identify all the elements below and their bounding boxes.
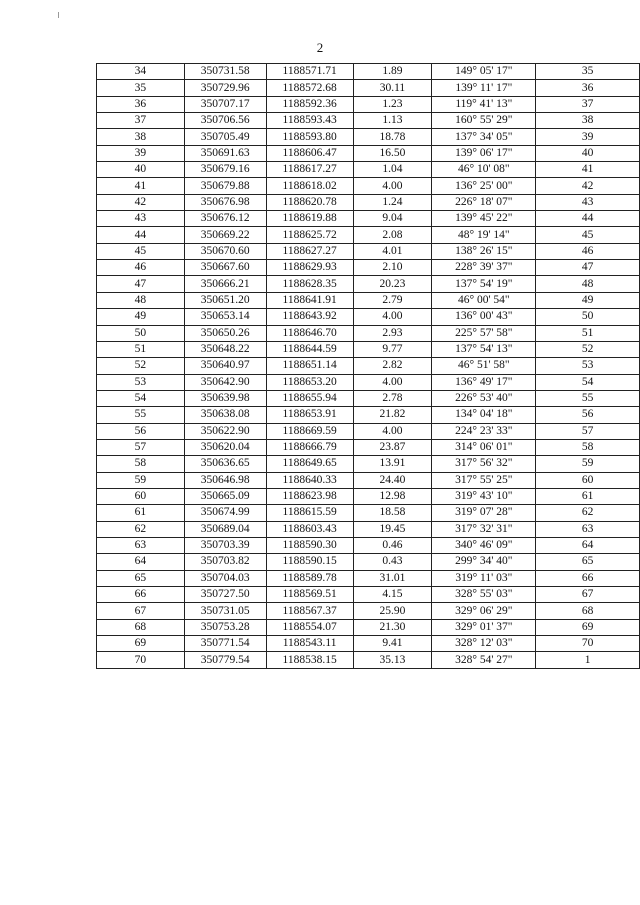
y-coordinate-cell: 1188615.59	[266, 505, 353, 521]
table-row	[97, 407, 640, 423]
x-coordinate-cell: 350648.22	[184, 341, 266, 357]
point-number-cell: 55	[97, 407, 185, 423]
y-coordinate-cell: 1188640.33	[266, 472, 353, 488]
table-row	[97, 113, 640, 129]
next-point-cell: 42	[536, 178, 640, 194]
distance-cell: 0.43	[353, 554, 432, 570]
point-number-cell: 37	[97, 113, 185, 129]
bearing-cell: 329° 01' 37"	[432, 619, 536, 635]
table-row	[97, 537, 640, 553]
x-coordinate-cell: 350646.98	[184, 472, 266, 488]
table-row	[97, 194, 640, 210]
coordinates-table-body	[97, 64, 640, 669]
next-point-cell: 39	[536, 129, 640, 145]
bearing-cell: 137° 54' 13"	[432, 341, 536, 357]
bearing-cell: 46° 00' 54"	[432, 292, 536, 308]
point-number-cell: 40	[97, 162, 185, 178]
distance-cell: 4.00	[353, 309, 432, 325]
distance-cell: 2.10	[353, 260, 432, 276]
x-coordinate-cell: 350703.39	[184, 537, 266, 553]
next-point-cell: 56	[536, 407, 640, 423]
y-coordinate-cell: 1188569.51	[266, 587, 353, 603]
y-coordinate-cell: 1188543.11	[266, 636, 353, 652]
next-point-cell: 52	[536, 341, 640, 357]
bearing-cell: 317° 55' 25"	[432, 472, 536, 488]
distance-cell: 23.87	[353, 439, 432, 455]
next-point-cell: 44	[536, 211, 640, 227]
x-coordinate-cell: 350667.60	[184, 260, 266, 276]
distance-cell: 24.40	[353, 472, 432, 488]
bearing-cell: 319° 07' 28"	[432, 505, 536, 521]
bearing-cell: 139° 11' 17"	[432, 80, 536, 96]
y-coordinate-cell: 1188572.68	[266, 80, 353, 96]
point-number-cell: 65	[97, 570, 185, 586]
next-point-cell: 57	[536, 423, 640, 439]
y-coordinate-cell: 1188655.94	[266, 390, 353, 406]
distance-cell: 19.45	[353, 521, 432, 537]
table-row	[97, 358, 640, 374]
x-coordinate-cell: 350666.21	[184, 276, 266, 292]
y-coordinate-cell: 1188606.47	[266, 145, 353, 161]
y-coordinate-cell: 1188603.43	[266, 521, 353, 537]
table-row	[97, 652, 640, 668]
point-number-cell: 68	[97, 619, 185, 635]
bearing-cell: 317° 32' 31"	[432, 521, 536, 537]
y-coordinate-cell: 1188628.35	[266, 276, 353, 292]
table-row	[97, 603, 640, 619]
point-number-cell: 51	[97, 341, 185, 357]
y-coordinate-cell: 1188619.88	[266, 211, 353, 227]
point-number-cell: 54	[97, 390, 185, 406]
next-point-cell: 41	[536, 162, 640, 178]
x-coordinate-cell: 350753.28	[184, 619, 266, 635]
bearing-cell: 160° 55' 29"	[432, 113, 536, 129]
x-coordinate-cell: 350706.56	[184, 113, 266, 129]
table-row	[97, 521, 640, 537]
bearing-cell: 317° 56' 32"	[432, 456, 536, 472]
distance-cell: 1.89	[353, 64, 432, 80]
y-coordinate-cell: 1188567.37	[266, 603, 353, 619]
table-row	[97, 456, 640, 472]
table-row	[97, 129, 640, 145]
x-coordinate-cell: 350636.65	[184, 456, 266, 472]
y-coordinate-cell: 1188589.78	[266, 570, 353, 586]
distance-cell: 21.30	[353, 619, 432, 635]
bearing-cell: 136° 49' 17"	[432, 374, 536, 390]
distance-cell: 9.04	[353, 211, 432, 227]
x-coordinate-cell: 350620.04	[184, 439, 266, 455]
y-coordinate-cell: 1188653.20	[266, 374, 353, 390]
coordinates-table	[96, 63, 640, 669]
next-point-cell: 59	[536, 456, 640, 472]
next-point-cell: 65	[536, 554, 640, 570]
point-number-cell: 41	[97, 178, 185, 194]
point-number-cell: 49	[97, 309, 185, 325]
bearing-cell: 328° 54' 27"	[432, 652, 536, 668]
next-point-cell: 61	[536, 488, 640, 504]
next-point-cell: 43	[536, 194, 640, 210]
table-row	[97, 390, 640, 406]
y-coordinate-cell: 1188644.59	[266, 341, 353, 357]
distance-cell: 9.41	[353, 636, 432, 652]
table-row	[97, 309, 640, 325]
x-coordinate-cell: 350676.98	[184, 194, 266, 210]
x-coordinate-cell: 350676.12	[184, 211, 266, 227]
table-row	[97, 554, 640, 570]
y-coordinate-cell: 1188651.14	[266, 358, 353, 374]
y-coordinate-cell: 1188649.65	[266, 456, 353, 472]
table-row	[97, 292, 640, 308]
y-coordinate-cell: 1188653.91	[266, 407, 353, 423]
bearing-cell: 226° 53' 40"	[432, 390, 536, 406]
distance-cell: 20.23	[353, 276, 432, 292]
table-row	[97, 96, 640, 112]
y-coordinate-cell: 1188666.79	[266, 439, 353, 455]
table-row	[97, 64, 640, 80]
bearing-cell: 328° 12' 03"	[432, 636, 536, 652]
x-coordinate-cell: 350650.26	[184, 325, 266, 341]
next-point-cell: 58	[536, 439, 640, 455]
table-row	[97, 587, 640, 603]
x-coordinate-cell: 350653.14	[184, 309, 266, 325]
x-coordinate-cell: 350771.54	[184, 636, 266, 652]
point-number-cell: 52	[97, 358, 185, 374]
next-point-cell: 40	[536, 145, 640, 161]
x-coordinate-cell: 350703.82	[184, 554, 266, 570]
bearing-cell: 319° 11' 03"	[432, 570, 536, 586]
distance-cell: 1.04	[353, 162, 432, 178]
next-point-cell: 70	[536, 636, 640, 652]
table-row	[97, 227, 640, 243]
bearing-cell: 46° 51' 58"	[432, 358, 536, 374]
bearing-cell: 119° 41' 13"	[432, 96, 536, 112]
distance-cell: 21.82	[353, 407, 432, 423]
x-coordinate-cell: 350727.50	[184, 587, 266, 603]
x-coordinate-cell: 350669.22	[184, 227, 266, 243]
bearing-cell: 139° 45' 22"	[432, 211, 536, 227]
distance-cell: 0.46	[353, 537, 432, 553]
next-point-cell: 38	[536, 113, 640, 129]
y-coordinate-cell: 1188593.43	[266, 113, 353, 129]
next-point-cell: 37	[536, 96, 640, 112]
bearing-cell: 224° 23' 33"	[432, 423, 536, 439]
next-point-cell: 60	[536, 472, 640, 488]
table-row	[97, 211, 640, 227]
y-coordinate-cell: 1188571.71	[266, 64, 353, 80]
distance-cell: 2.78	[353, 390, 432, 406]
point-number-cell: 43	[97, 211, 185, 227]
distance-cell: 9.77	[353, 341, 432, 357]
y-coordinate-cell: 1188554.07	[266, 619, 353, 635]
next-point-cell: 49	[536, 292, 640, 308]
table-row	[97, 80, 640, 96]
y-coordinate-cell: 1188618.02	[266, 178, 353, 194]
table-row	[97, 570, 640, 586]
table-row	[97, 439, 640, 455]
point-number-cell: 45	[97, 243, 185, 259]
distance-cell: 4.01	[353, 243, 432, 259]
distance-cell: 2.93	[353, 325, 432, 341]
table-row	[97, 145, 640, 161]
bearing-cell: 137° 34' 05"	[432, 129, 536, 145]
bearing-cell: 149° 05' 17"	[432, 64, 536, 80]
point-number-cell: 36	[97, 96, 185, 112]
next-point-cell: 45	[536, 227, 640, 243]
next-point-cell: 64	[536, 537, 640, 553]
y-coordinate-cell: 1188669.59	[266, 423, 353, 439]
point-number-cell: 63	[97, 537, 185, 553]
point-number-cell: 67	[97, 603, 185, 619]
table-row	[97, 636, 640, 652]
point-number-cell: 59	[97, 472, 185, 488]
distance-cell: 1.23	[353, 96, 432, 112]
next-point-cell: 47	[536, 260, 640, 276]
next-point-cell: 51	[536, 325, 640, 341]
distance-cell: 18.78	[353, 129, 432, 145]
next-point-cell: 68	[536, 603, 640, 619]
x-coordinate-cell: 350679.88	[184, 178, 266, 194]
y-coordinate-cell: 1188625.72	[266, 227, 353, 243]
point-number-cell: 56	[97, 423, 185, 439]
scan-mark	[58, 12, 59, 18]
x-coordinate-cell: 350707.17	[184, 96, 266, 112]
table-row	[97, 243, 640, 259]
next-point-cell: 53	[536, 358, 640, 374]
bearing-cell: 329° 06' 29"	[432, 603, 536, 619]
distance-cell: 4.15	[353, 587, 432, 603]
bearing-cell: 319° 43' 10"	[432, 488, 536, 504]
point-number-cell: 39	[97, 145, 185, 161]
y-coordinate-cell: 1188643.92	[266, 309, 353, 325]
point-number-cell: 64	[97, 554, 185, 570]
table-row	[97, 341, 640, 357]
point-number-cell: 44	[97, 227, 185, 243]
bearing-cell: 136° 00' 43"	[432, 309, 536, 325]
y-coordinate-cell: 1188646.70	[266, 325, 353, 341]
bearing-cell: 228° 39' 37"	[432, 260, 536, 276]
table-row	[97, 488, 640, 504]
x-coordinate-cell: 350729.96	[184, 80, 266, 96]
distance-cell: 1.24	[353, 194, 432, 210]
bearing-cell: 226° 18' 07"	[432, 194, 536, 210]
x-coordinate-cell: 350779.54	[184, 652, 266, 668]
bearing-cell: 225° 57' 58"	[432, 325, 536, 341]
point-number-cell: 35	[97, 80, 185, 96]
bearing-cell: 299° 34' 40"	[432, 554, 536, 570]
table-row	[97, 260, 640, 276]
next-point-cell: 50	[536, 309, 640, 325]
table-row	[97, 374, 640, 390]
x-coordinate-cell: 350705.49	[184, 129, 266, 145]
x-coordinate-cell: 350670.60	[184, 243, 266, 259]
x-coordinate-cell: 350639.98	[184, 390, 266, 406]
point-number-cell: 60	[97, 488, 185, 504]
x-coordinate-cell: 350638.08	[184, 407, 266, 423]
table-row	[97, 423, 640, 439]
point-number-cell: 66	[97, 587, 185, 603]
next-point-cell: 69	[536, 619, 640, 635]
y-coordinate-cell: 1188590.15	[266, 554, 353, 570]
page-number: 2	[316, 40, 324, 55]
bearing-cell: 139° 06' 17"	[432, 145, 536, 161]
x-coordinate-cell: 350679.16	[184, 162, 266, 178]
point-number-cell: 34	[97, 64, 185, 80]
distance-cell: 2.08	[353, 227, 432, 243]
point-number-cell: 57	[97, 439, 185, 455]
x-coordinate-cell: 350731.58	[184, 64, 266, 80]
distance-cell: 31.01	[353, 570, 432, 586]
point-number-cell: 70	[97, 652, 185, 668]
y-coordinate-cell: 1188641.91	[266, 292, 353, 308]
table-row	[97, 505, 640, 521]
bearing-cell: 134° 04' 18"	[432, 407, 536, 423]
y-coordinate-cell: 1188620.78	[266, 194, 353, 210]
distance-cell: 12.98	[353, 488, 432, 504]
x-coordinate-cell: 350665.09	[184, 488, 266, 504]
next-point-cell: 36	[536, 80, 640, 96]
table-row	[97, 619, 640, 635]
distance-cell: 35.13	[353, 652, 432, 668]
bearing-cell: 136° 25' 00"	[432, 178, 536, 194]
next-point-cell: 46	[536, 243, 640, 259]
bearing-cell: 328° 55' 03"	[432, 587, 536, 603]
distance-cell: 25.90	[353, 603, 432, 619]
x-coordinate-cell: 350651.20	[184, 292, 266, 308]
distance-cell: 30.11	[353, 80, 432, 96]
point-number-cell: 69	[97, 636, 185, 652]
table-row	[97, 178, 640, 194]
point-number-cell: 48	[97, 292, 185, 308]
bearing-cell: 137° 54' 19"	[432, 276, 536, 292]
point-number-cell: 58	[97, 456, 185, 472]
next-point-cell: 67	[536, 587, 640, 603]
table-row	[97, 325, 640, 341]
y-coordinate-cell: 1188623.98	[266, 488, 353, 504]
point-number-cell: 61	[97, 505, 185, 521]
y-coordinate-cell: 1188592.36	[266, 96, 353, 112]
distance-cell: 4.00	[353, 423, 432, 439]
next-point-cell: 66	[536, 570, 640, 586]
bearing-cell: 340° 46' 09"	[432, 537, 536, 553]
y-coordinate-cell: 1188593.80	[266, 129, 353, 145]
distance-cell: 13.91	[353, 456, 432, 472]
x-coordinate-cell: 350622.90	[184, 423, 266, 439]
point-number-cell: 53	[97, 374, 185, 390]
next-point-cell: 55	[536, 390, 640, 406]
point-number-cell: 62	[97, 521, 185, 537]
point-number-cell: 46	[97, 260, 185, 276]
x-coordinate-cell: 350642.90	[184, 374, 266, 390]
x-coordinate-cell: 350689.04	[184, 521, 266, 537]
y-coordinate-cell: 1188590.30	[266, 537, 353, 553]
next-point-cell: 35	[536, 64, 640, 80]
table-row	[97, 472, 640, 488]
distance-cell: 1.13	[353, 113, 432, 129]
x-coordinate-cell: 350691.63	[184, 145, 266, 161]
next-point-cell: 62	[536, 505, 640, 521]
table-row	[97, 162, 640, 178]
x-coordinate-cell: 350640.97	[184, 358, 266, 374]
distance-cell: 18.58	[353, 505, 432, 521]
y-coordinate-cell: 1188538.15	[266, 652, 353, 668]
distance-cell: 2.82	[353, 358, 432, 374]
table-row	[97, 276, 640, 292]
x-coordinate-cell: 350731.05	[184, 603, 266, 619]
y-coordinate-cell: 1188629.93	[266, 260, 353, 276]
distance-cell: 4.00	[353, 374, 432, 390]
bearing-cell: 138° 26' 15"	[432, 243, 536, 259]
bearing-cell: 46° 10' 08"	[432, 162, 536, 178]
distance-cell: 16.50	[353, 145, 432, 161]
distance-cell: 2.79	[353, 292, 432, 308]
bearing-cell: 314° 06' 01"	[432, 439, 536, 455]
next-point-cell: 1	[536, 652, 640, 668]
y-coordinate-cell: 1188627.27	[266, 243, 353, 259]
y-coordinate-cell: 1188617.27	[266, 162, 353, 178]
x-coordinate-cell: 350704.03	[184, 570, 266, 586]
point-number-cell: 50	[97, 325, 185, 341]
point-number-cell: 38	[97, 129, 185, 145]
x-coordinate-cell: 350674.99	[184, 505, 266, 521]
next-point-cell: 54	[536, 374, 640, 390]
distance-cell: 4.00	[353, 178, 432, 194]
bearing-cell: 48° 19' 14"	[432, 227, 536, 243]
next-point-cell: 63	[536, 521, 640, 537]
next-point-cell: 48	[536, 276, 640, 292]
point-number-cell: 47	[97, 276, 185, 292]
point-number-cell: 42	[97, 194, 185, 210]
